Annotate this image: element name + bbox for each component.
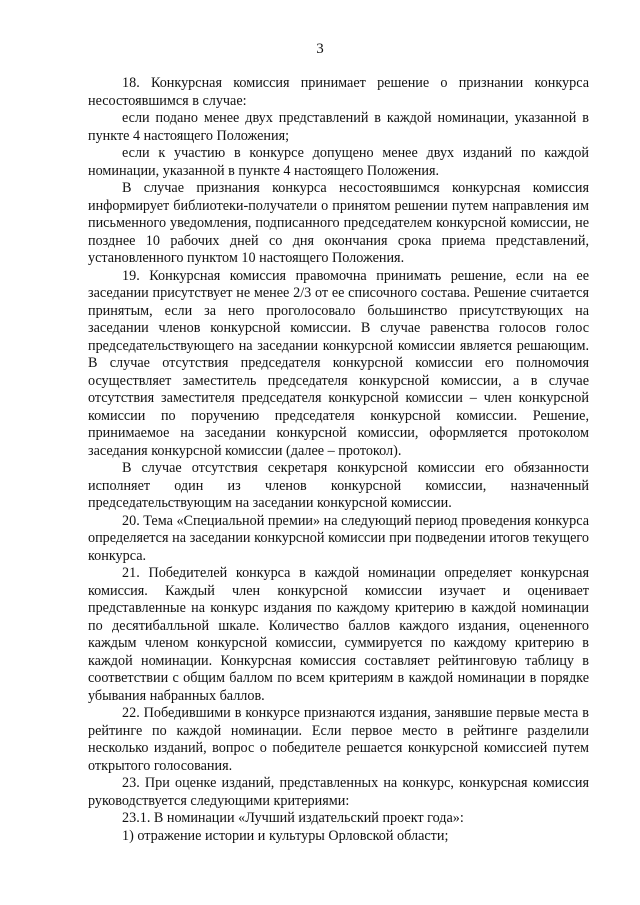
page-number: 3 [316,41,324,57]
paragraph-18-condition-2: если к участию в конкурсе допущено менее двух изданий по каждой номинации, указанной в пункте 4 настоящего Положения. [88,145,589,179]
document-body [88,75,589,845]
paragraph-23: 23. При оценке изданий, представленных на конкурс, конкурсная комиссия руководствуется следующими критериями: [88,775,589,809]
paragraph-22: 22. Победившими в конкурсе признаются издания, занявшие первые места в рейтинге по каждой номинации. Если первое место в рейтинге разделили несколько изданий, вопрос о победителе решается конкурсной комиссией путем открытого голосования. [88,705,589,774]
paragraph-23-1: 23.1. В номинации «Лучший издательский проект года»: [122,810,464,826]
paragraph-18-condition-1: если подано менее двух представлений в каждой номинации, указанной в пункте 4 настоящего Положения; [88,110,589,144]
paragraph-18: 18. Конкурсная комиссия принимает решение о признании конкурса несостоявшимся в случае: [88,75,589,109]
paragraph-19-secretary: В случае отсутствия секретаря конкурсной комиссии его обязанности исполняет один из членов конкурсной комиссии, назначенный председательствующим на заседании конкурсной комиссии. [88,460,589,511]
criterion-1: 1) отражение истории и культуры Орловской области; [122,827,449,844]
paragraph-21: 21. Победителей конкурса в каждой номинации определяет конкурсная комиссия. Каждый член конкурсной комиссии изучает и оценивает представленные на конкурс издания по каждому критерию в каждой номинации по десятибалльной шкале. Количество баллов каждого издания, оцененного каждым членом конкурсной комиссии, суммируется по каждому критерию в каждой номинации. Конкурсная комиссия составляет рейтинговую таблицу в соответствии с общим баллом по всем критериям в каждой номинации в порядке убывания набранных баллов. [88,565,589,704]
paragraph-20: 20. Тема «Специальной премии» на следующий период проведения конкурса определяется на заседании конкурсной комиссии при подведении итогов текущего конкурса. [88,512,589,564]
paragraph-18-notification: В случае признания конкурса несостоявшимся конкурсная комиссия информирует библиотеки-получатели о принятом решении путем направления им письменного уведомления, подписанного председателем конкурсной комиссии, не позднее 10 рабочих дней со дня окончания срока приема представлений, установленного пунктом 10 настоящего Положения. [88,180,589,266]
paragraph-19: 19. Конкурсная комиссия правомочна принимать решение, если на ее заседании присутствует не менее 2/3 от ее списочного состава. Решение считается принятым, если за него проголосовало большинство присутствующих на заседании членов конкурсной комиссии. В случае равенства голосов голос председательствующего на заседании конкурсной комиссии является решающим. В случае отсутствия председателя конкурсной комиссии его полномочия осуществляет заместитель председателя конкурсной комиссии, а в случае отсутствия заместителя председателя конкурсной комиссии – член конкурсной комиссии по поручению председателя конкурсной комиссии. Решение, принимаемое на заседании конкурсной комиссии, оформляется протоколом заседания конкурсной комиссии (далее – протокол). [88,267,589,459]
